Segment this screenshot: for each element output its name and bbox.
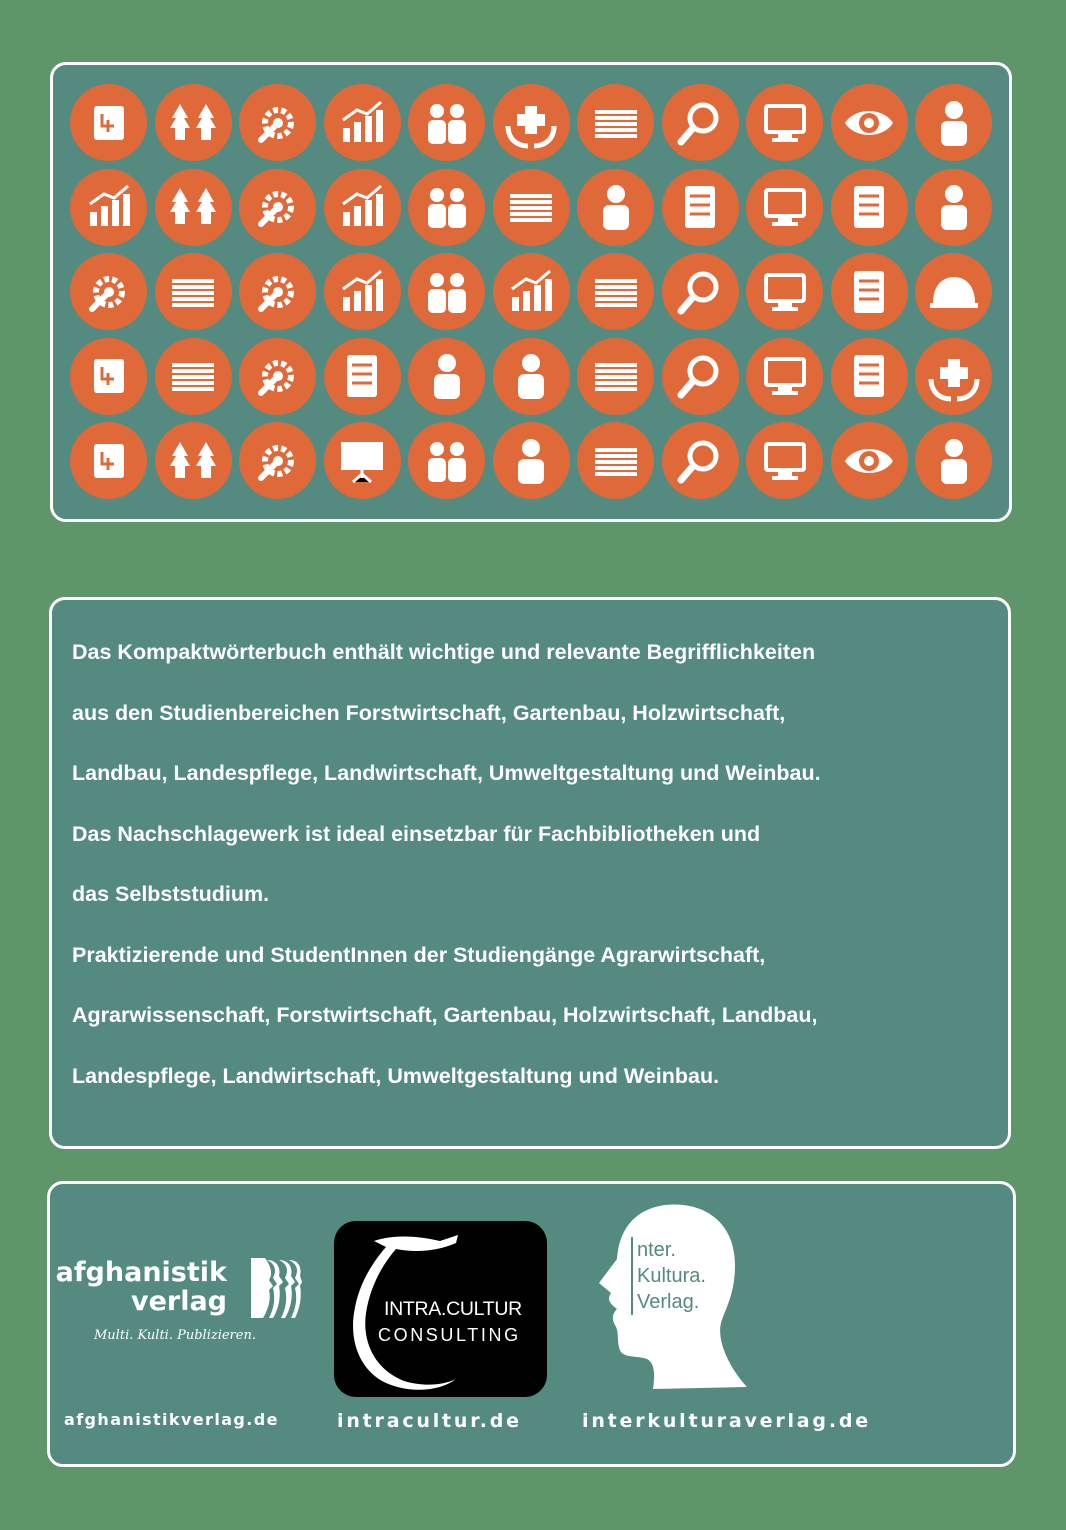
wrench-gear-icon (251, 434, 305, 488)
computers-icon-badge (746, 169, 823, 246)
description-text (72, 622, 992, 1106)
log-pile-icon-badge (155, 338, 232, 415)
icon-panel (50, 62, 1012, 522)
worker-warning-icon (927, 180, 981, 234)
log-pile-icon (166, 349, 220, 403)
trees-icon (166, 96, 220, 150)
magnifier-check-icon (673, 96, 727, 150)
worker-checklist-icon-badge (831, 338, 908, 415)
interkultura-url-link[interactable]: interkulturaverlag.de (582, 1410, 871, 1432)
interkultura-line2: Kultura. (637, 1265, 706, 1287)
trend-chart-icon-badge (324, 253, 401, 330)
interkultura-verlag-logo (595, 1199, 755, 1399)
handshake-people-icon (504, 96, 558, 150)
money-growth-icon-badge (493, 253, 570, 330)
worker-vest-icon-badge (915, 422, 992, 499)
money-growth-icon (504, 265, 558, 319)
hands-cross-icon (927, 349, 981, 403)
eye-icon-badge (831, 84, 908, 161)
logs-icon-badge (155, 253, 232, 330)
papers-person-icon-badge (577, 338, 654, 415)
afghanistik-name (56, 1258, 227, 1316)
medic-worker-icon (927, 96, 981, 150)
description-line: aus den Studienbereichen Forstwirtschaft, Gartenbau, Holzwirtschaft, (72, 700, 786, 725)
intracultur-consulting-logo (334, 1221, 547, 1397)
group-people-icon (420, 265, 474, 319)
circuit-board-icon (82, 96, 136, 150)
team-network-icon (420, 180, 474, 234)
paper-pile-icon-badge (577, 422, 654, 499)
description-line: Praktizierende und StudentInnen der Studiengänge Agrarwirtschaft, (72, 942, 766, 967)
idea-bulb-icon-badge (70, 422, 147, 499)
person-magnifier-icon (673, 265, 727, 319)
trees-icon-badge (155, 84, 232, 161)
bar-chart-up-icon (335, 96, 389, 150)
person-money-icon-badge (493, 338, 570, 415)
logs-icon (166, 265, 220, 319)
interkultura-line1: nter. (637, 1239, 676, 1261)
group-people-icon-badge (408, 253, 485, 330)
report-document-icon (335, 349, 389, 403)
paper-stack-icon (589, 96, 643, 150)
magnifier-icon-badge (662, 422, 739, 499)
gear-wrench-icon-badge (239, 84, 316, 161)
monitor-icon (758, 96, 812, 150)
clipboard-list-icon (842, 265, 896, 319)
clipboard-list-icon-badge (831, 253, 908, 330)
pine-trees-icon (166, 434, 220, 488)
worker-clipboard-icon-badge (831, 169, 908, 246)
laptop-icon (758, 349, 812, 403)
two-people-icon-badge (408, 84, 485, 161)
growth-arrow-icon (82, 180, 136, 234)
forest-icon (166, 180, 220, 234)
team-network-icon-badge (408, 169, 485, 246)
forest-icon-badge (155, 169, 232, 246)
interkultura-name (631, 1237, 706, 1315)
afghanistik-verlag-logo (55, 1254, 302, 1354)
description-line: Agrarwissenschaft, Forstwirtschaft, Gartenbau, Holzwirtschaft, Landbau, (72, 1003, 818, 1027)
crowd-icon (420, 434, 474, 488)
presentation-board-icon-badge (324, 422, 401, 499)
description-line: Landbau, Landespflege, Landwirtschaft, Umweltgestaltung und Weinbau. (72, 761, 821, 785)
eye-papers-icon-badge (831, 422, 908, 499)
wrench-gears-icon-badge (239, 169, 316, 246)
profile-heads-icon (247, 1256, 302, 1320)
description-line: Landespflege, Landwirtschaft, Umweltgestaltung und Weinbau. (72, 1063, 720, 1088)
person-search-icon (673, 349, 727, 403)
pine-trees-icon-badge (155, 422, 232, 499)
description-line: Das Kompaktwörterbuch enthält wichtige und relevante Begrifflichkeiten (72, 640, 816, 664)
description-panel (49, 597, 1011, 1149)
worker-vest-icon (927, 434, 981, 488)
network-computers-icon-badge (746, 253, 823, 330)
person-laptop-icon (758, 434, 812, 488)
money-bag-person-icon-badge (493, 422, 570, 499)
hard-hat-icon (927, 265, 981, 319)
checklist-icon-badge (662, 169, 739, 246)
worker-icon-badge (577, 169, 654, 246)
mouse-gears-icon-badge (70, 253, 147, 330)
intracultur-subtitle: CONSULTING (378, 1325, 521, 1345)
trend-chart-icon (335, 265, 389, 319)
afghanistik-name-line2: verlag (130, 1286, 227, 1317)
magnifier-check-icon-badge (662, 84, 739, 161)
worker-warning-icon-badge (915, 169, 992, 246)
hard-hat-icon-badge (915, 253, 992, 330)
laptop-icon-badge (746, 338, 823, 415)
mouse-gears-icon (82, 265, 136, 319)
screwdriver-wrench-icon-badge (239, 338, 316, 415)
worker-clipboard-icon (842, 180, 896, 234)
worker-checklist-icon (842, 349, 896, 403)
coins-icon-badge (493, 169, 570, 246)
intracultur-url-link[interactable]: intracultur.de (337, 1410, 522, 1432)
handshake-people-icon-badge (493, 84, 570, 161)
computers-icon (758, 180, 812, 234)
tools-cross-icon (251, 265, 305, 319)
magnifier-icon (673, 434, 727, 488)
screwdriver-wrench-icon (251, 349, 305, 403)
person-icon-badge (408, 338, 485, 415)
description-line: das Selbststudium. (72, 882, 270, 906)
afghanistik-name-line1: afghanistik (55, 1257, 227, 1288)
two-people-icon (420, 96, 474, 150)
description-line: Das Nachschlagewerk ist ideal einsetzbar für Fachbibliotheken und (72, 821, 761, 846)
intracultur-name: INTRA.CULTUR (384, 1298, 522, 1320)
monitor-icon-badge (746, 84, 823, 161)
worker-papers-icon (589, 265, 643, 319)
eye-icon (842, 96, 896, 150)
papers-person-icon (589, 349, 643, 403)
circuit-chip-icon-badge (70, 338, 147, 415)
person-icon (420, 349, 474, 403)
gear-wrench-icon (251, 96, 305, 150)
wrench-gear-icon-badge (239, 422, 316, 499)
medic-worker-icon-badge (915, 84, 992, 161)
wrench-gears-icon (251, 180, 305, 234)
line-chart-icon-badge (324, 169, 401, 246)
tools-cross-icon-badge (239, 253, 316, 330)
afghanistik-tagline: Multi. Kulti. Publizieren. (94, 1328, 256, 1343)
growth-arrow-icon-badge (70, 169, 147, 246)
person-money-icon (504, 349, 558, 403)
network-computers-icon (758, 265, 812, 319)
paper-pile-icon (589, 434, 643, 488)
coins-icon (504, 180, 558, 234)
presentation-board-icon (335, 434, 389, 488)
line-chart-icon (335, 180, 389, 234)
person-search-icon-badge (662, 338, 739, 415)
person-magnifier-icon-badge (662, 253, 739, 330)
paper-stack-icon-badge (577, 84, 654, 161)
worker-icon (589, 180, 643, 234)
crowd-icon-badge (408, 422, 485, 499)
report-document-icon-badge (324, 338, 401, 415)
money-bag-person-icon (504, 434, 558, 488)
circuit-chip-icon (82, 349, 136, 403)
icon-grid (70, 84, 992, 499)
interkultura-line3: Verlag. (637, 1291, 700, 1313)
afghanistik-url-link[interactable]: afghanistikverlag.de (64, 1410, 279, 1429)
circuit-board-icon-badge (70, 84, 147, 161)
eye-papers-icon (842, 434, 896, 488)
publishers-panel (47, 1181, 1016, 1467)
checklist-icon (673, 180, 727, 234)
hands-cross-icon-badge (915, 338, 992, 415)
bar-chart-up-icon-badge (324, 84, 401, 161)
idea-bulb-icon (82, 434, 136, 488)
worker-papers-icon-badge (577, 253, 654, 330)
person-laptop-icon-badge (746, 422, 823, 499)
